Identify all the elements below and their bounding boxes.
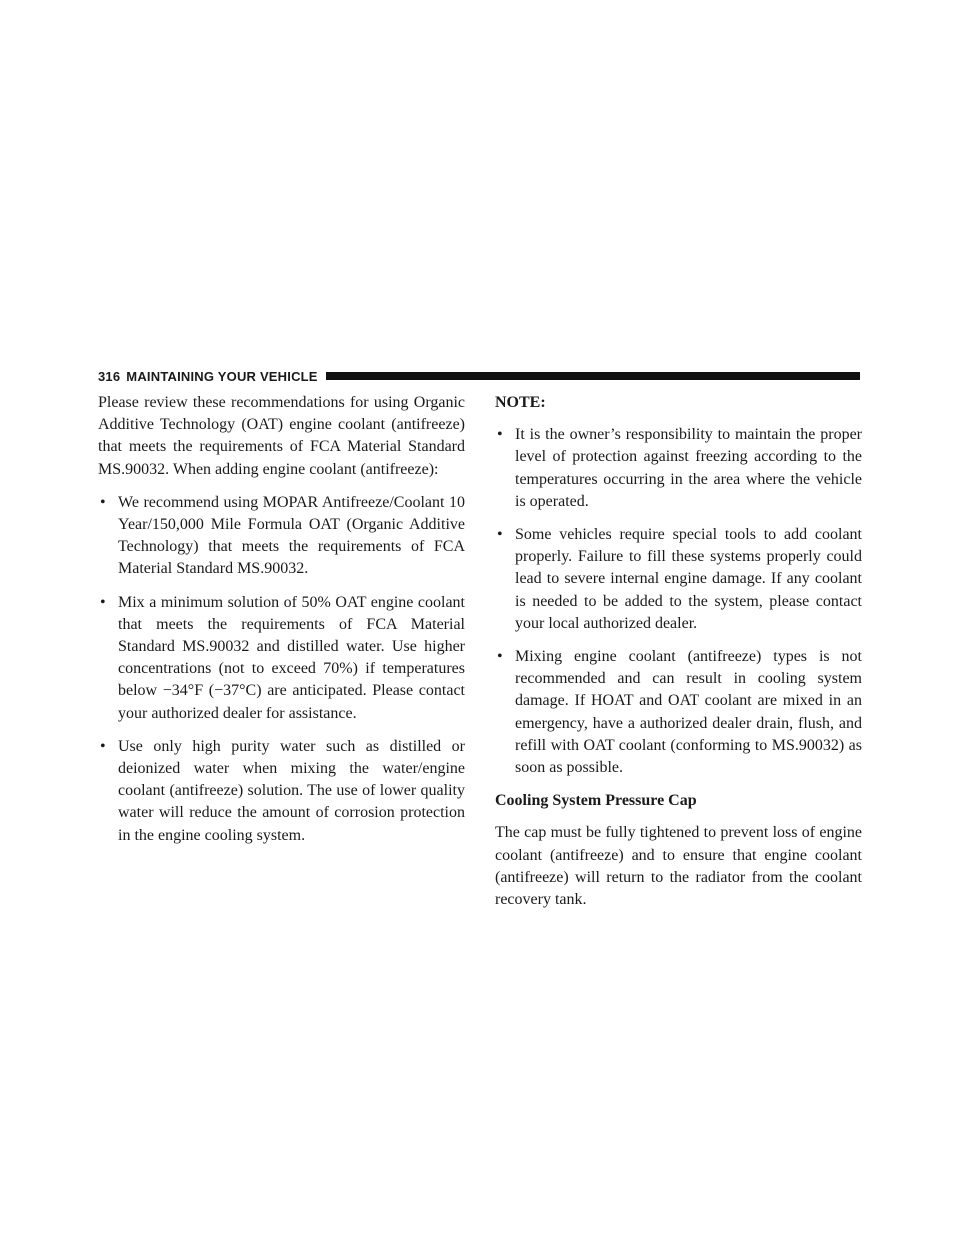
list-item [495, 524, 862, 635]
note-label: NOTE: [495, 394, 546, 411]
right-column [495, 392, 862, 922]
section-title: MAINTAINING YOUR VEHICLE [126, 368, 318, 384]
list-item [495, 646, 862, 779]
list-item-text: We recommend using MOPAR Antifreeze/Coolant 10 Year/150,000 Mile Formula OAT (Organic Additive Technology) that meets the requirements of FCA Material Standard MS.90032. [118, 493, 465, 578]
bullet-icon: • [100, 737, 106, 755]
list-item-text: Mix a minimum solution of 50% OAT engine coolant that meets the requirements of FCA Material Standard MS.90032 and distilled water. Use higher concentrations (not to exceed 70%) if temperatures below −34°F (−37°C) are anticipated. Please contact your authorized dealer for assistance. [118, 593, 465, 722]
page-number: 316 [98, 368, 121, 384]
list-item [495, 424, 862, 513]
list-item [98, 736, 465, 847]
note-list [495, 424, 862, 779]
list-item-text: Use only high purity water such as distilled or deionized water when mixing the water/engine coolant (antifreeze) solution. The use of lower quality water will reduce the amount of corrosion protection in the engine cooling system. [118, 737, 465, 844]
list-item-text: Mixing engine coolant (antifreeze) types is not recommended and can result in cooling system damage. If HOAT and OAT coolant are mixed in an emergency, have a authorized dealer drain, flush, and refill with OAT coolant (conforming to MS.90032) as soon as possible. [515, 648, 862, 777]
list-item-text: It is the owner’s responsibility to maintain the proper level of protection against freezing according to the temperatures occurring in the area where the vehicle is operated. [515, 426, 862, 510]
page-header [98, 366, 860, 386]
coolant-recommendations-list [98, 492, 465, 847]
list-item [98, 492, 465, 581]
list-item-text: Some vehicles require special tools to add coolant properly. Failure to fill these systems properly could lead to severe internal engine damage. If any coolant is needed to be added to the system, please contact your local authorized dealer. [515, 526, 862, 632]
pressure-cap-paragraph: The cap must be fully tightened to prevent loss of engine coolant (antifreeze) and to ensure that engine coolant (antifreeze) will return to the radiator from the coolant recovery tank. [495, 824, 862, 909]
bullet-icon: • [497, 426, 503, 444]
header-rule [326, 372, 860, 380]
bullet-icon: • [497, 526, 503, 544]
bullet-icon: • [100, 593, 106, 611]
list-item [98, 592, 465, 725]
left-column [98, 392, 465, 858]
bullet-icon: • [100, 493, 106, 511]
bullet-icon: • [497, 648, 503, 666]
intro-paragraph: Please review these recommendations for using Organic Additive Technology (OAT) engine coolant (antifreeze) that meets the requirements of FCA Material Standard MS.90032. When adding engine coolant (antifreeze): [98, 394, 465, 478]
section-subheading: Cooling System Pressure Cap [495, 792, 697, 810]
